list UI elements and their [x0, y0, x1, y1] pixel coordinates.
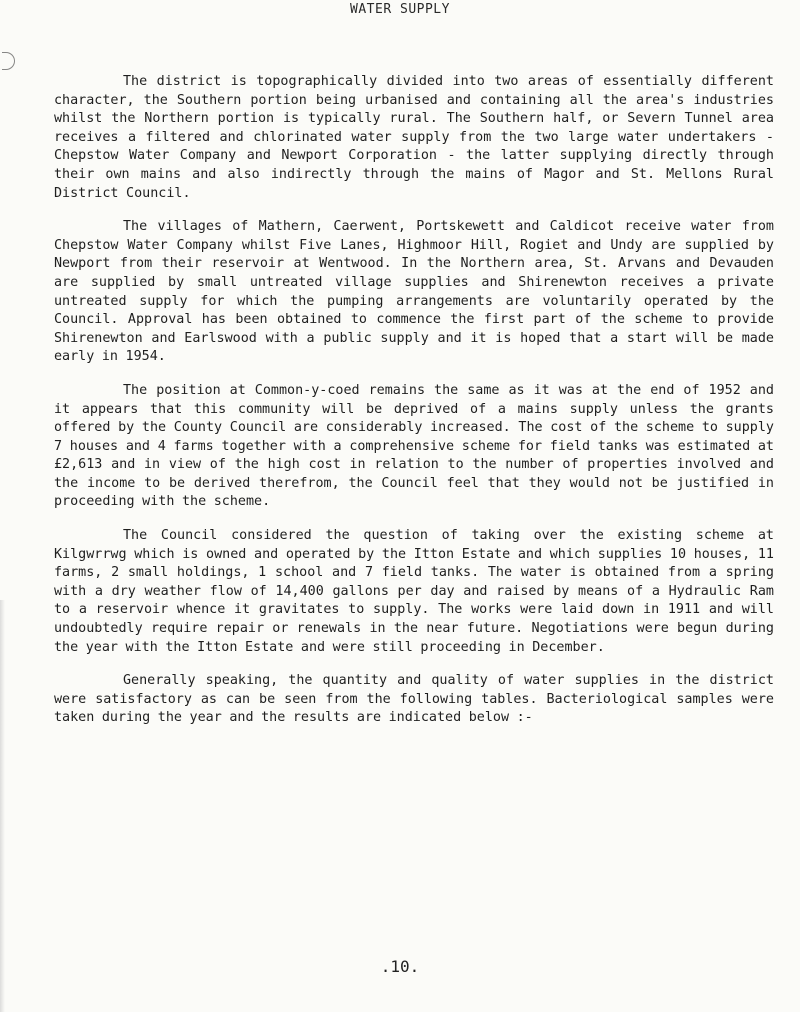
paragraph-villages-supply: The villages of Mathern, Caerwent, Portskewett and Caldicot receive water from Chepstow Water Company whilst Five Lanes, Highmoor Hill, Rogiet and Undy are supplied by Newport from their reservoir at Wentwood. In the Northern area, St. Arvans and Devauden are supplied by small untreated village supplies and Shirenewton receives a private untreated supply for which the pumping arrangements are voluntarily operated by the Council. Approval has been obtained to commence the first part of the scheme to provide Shirenewton and Earlswood with a public supply and it is hoped that a start will be made early in 1954.: [54, 219, 774, 365]
page-edge-shadow: [0, 600, 5, 1012]
page-heading: WATER SUPPLY: [350, 2, 450, 17]
paragraph-general-quality: Generally speaking, the quantity and quality of water supplies in the district were satisfactory as can be seen from the following tables. Bacteriological samples were taken during the year and the results are indicated below :-: [54, 673, 774, 726]
page-number: .10.: [380, 957, 420, 976]
binding-hole-mark: [2, 52, 15, 70]
paragraph-common-y-coed: The position at Common-y-coed remains the same as it was at the end of 1952 and it appears that this community will be deprived of a mains supply unless the grants offered by the County Council are considerably increased. The cost of the scheme to supply 7 houses and 4 farms together with a comprehensive scheme for field tanks was estimated at £2,613 and in view of the high cost in relation to the number of properties involved and the income to be derived therefrom, the Council feel that they would not be justified in proceeding with the scheme.: [54, 382, 774, 510]
paragraph-kilgwrrwg-scheme: The Council considered the question of taking over the existing scheme at Kilgwrrwg which is owned and operated by the Itton Estate and which supplies 10 houses, 11 farms, 2 small holdings, 1 school and 7 field tanks. The water is obtained from a spring with a dry weather flow of 14,400 gallons per day and raised by means of a Hydraulic Ram to a reservoir whence it gravitates to supply. The works were laid down in 1911 and will undoubtedly require repair or renewals in the near future. Negotiations were begun during the year with the Itton Estate and were still proceeding in December.: [54, 528, 774, 655]
paragraph-district-areas: The district is topographically divided into two areas of essentially different character, the Southern portion being urbanised and containing all the area's industries whilst the Northern portion is typically rural. The Southern half, or Severn Tunnel area receives a filtered and chlorinated water supply from the two large water undertakers - Chepstow Water Company and Newport Corporation - the latter supplying directly through their own mains and also indirectly through the mains of Magor and St. Mellons Rural District Council.: [54, 74, 774, 201]
document-body: [54, 73, 774, 743]
